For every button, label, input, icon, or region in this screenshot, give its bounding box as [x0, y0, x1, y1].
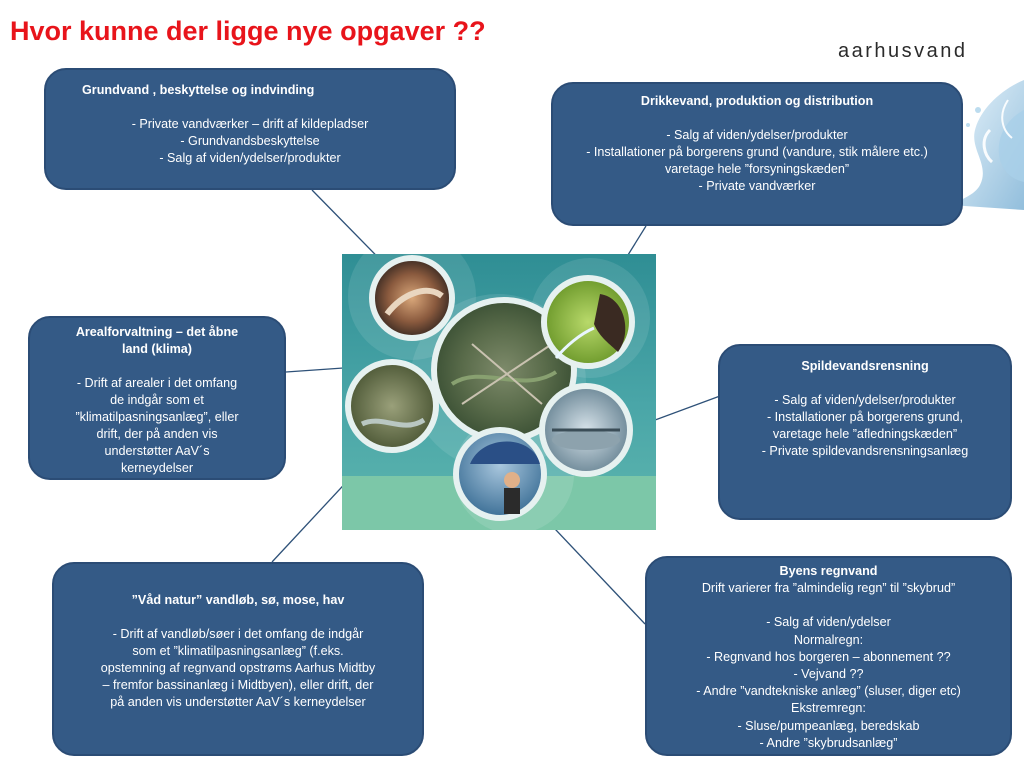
drikkevand-box — [551, 82, 963, 226]
arealforvaltning-box — [28, 316, 286, 480]
grundvand-item: - Grundvandsbeskyttelse — [180, 134, 320, 148]
spildevand-item: - Salg af viden/ydelser/produkter — [774, 393, 956, 407]
grundvand-title: Grundvand , beskyttelse og indvinding — [82, 83, 315, 97]
aarhusvand-logo: aarhusvand — [838, 40, 968, 62]
vaad-natur-title: ”Våd natur” vandløb, sø, mose, hav — [131, 593, 345, 607]
regnvand-line: - Andre ”vandtekniske anlæg” (sluser, diger etc) — [696, 684, 961, 699]
page-title: Hvor kunne der ligge nye opgaver ?? — [10, 16, 486, 46]
drikkevand-title: Drikkevand, produktion og distribution — [640, 94, 874, 108]
grundvand-box — [44, 68, 456, 190]
regnvand-line: - Sluse/pumpeanlæg, beredskab — [737, 718, 920, 733]
spildevand-item: - Installationer på borgerens grund, varetage hele ”afledningskæden” — [766, 410, 964, 441]
spildevand-title: Spildevandsrensning — [801, 359, 929, 373]
regnvand-title: Byens regnvand — [779, 564, 878, 578]
vaad-natur-item: - Drift af vandløb/søer i det omfang de indgår som et ”klimatilpasningsanlæg” (f.eks. opstemning af regnvand opstrøms Aarhus Midtby – fremfor bassinanlæg i Midtbyen), eller drift, der på anden vis understøtter AaV´s kerneydelser — [100, 627, 376, 709]
forest-stream-icon — [348, 362, 436, 450]
regnvand-line: - Regnvand hos borgeren – abonnement ?? — [706, 649, 951, 664]
arealforvaltning-title: Arealforvaltning – det åbne land (klima) — [75, 325, 239, 356]
drikkevand-item: - Salg af viden/ydelser/produkter — [666, 128, 848, 142]
grundvand-item: - Private vandværker – drift af kildepladser — [131, 117, 369, 131]
regnvand-line: - Salg af viden/ydelser — [766, 615, 891, 630]
drikkevand-item: - Installationer på borgerens grund (vandure, stik målere etc.) varetage hele ”forsyningskæden” — [586, 145, 928, 176]
center-photo-collage — [342, 254, 656, 530]
vaad-natur-box — [52, 562, 424, 756]
regnvand-line: Normalregn: — [793, 632, 864, 647]
regnvand-line: - Andre ”skybrudsanlæg” — [759, 735, 898, 750]
spildevand-box — [718, 344, 1012, 520]
spildevand-item: - Private spildevandsrensningsanlæg — [761, 444, 969, 458]
regnvand-box — [645, 556, 1012, 756]
arealforvaltning-item: - Drift af arealer i det omfang de indgår som et ”klimatilpasningsanlæg”, eller drift, der på anden vis understøtter AaV´s kerneydelser — [75, 376, 239, 475]
regnvand-subtitle: Drift varierer fra ”almindelig regn” til ”skybrud” — [701, 581, 956, 596]
regnvand-line: Ekstremregn: — [791, 701, 866, 716]
drikkevand-item: - Private vandværker — [698, 179, 816, 193]
grundvand-item: - Salg af viden/ydelser/produkter — [159, 151, 341, 165]
regnvand-line: - Vejvand ?? — [793, 667, 864, 682]
